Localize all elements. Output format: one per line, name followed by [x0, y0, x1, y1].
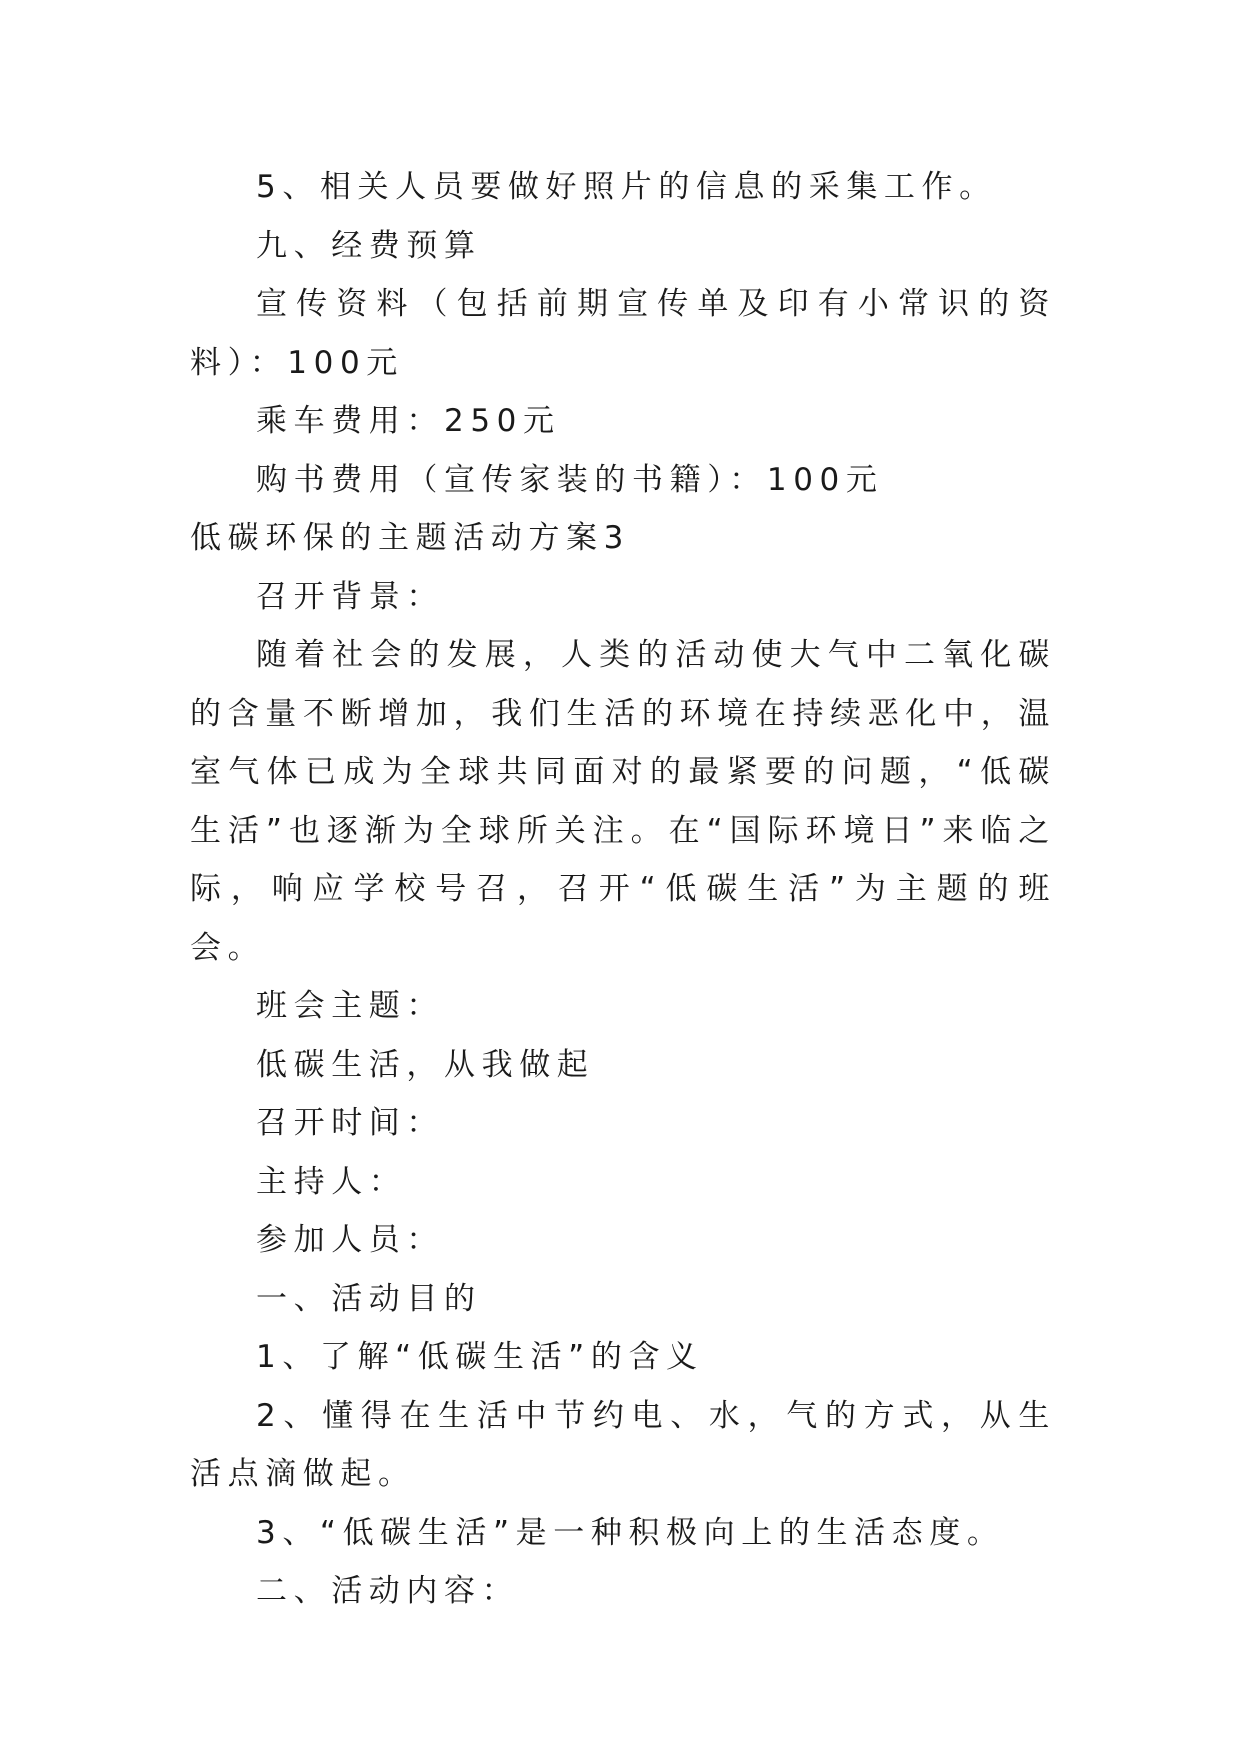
- label-participants: 参加人员：: [256, 1222, 444, 1258]
- heading-activity-purpose: 一、活动目的: [256, 1280, 482, 1317]
- paragraph-transport-cost: 乘车费用：250元: [256, 403, 561, 439]
- heading-activity-content: 二、活动内容：: [256, 1573, 520, 1609]
- list-item-purpose-2: 2、懂得在生活中节约电、水，气的方式，从生活点滴做起。: [190, 1397, 1056, 1492]
- document-body: [190, 158, 1056, 1621]
- label-background: 召开背景：: [256, 578, 444, 615]
- section-title-plan-3: 低碳环保的主题活动方案3: [190, 520, 630, 556]
- label-meeting-time: 召开时间：: [256, 1105, 444, 1141]
- label-host: 主持人：: [256, 1163, 407, 1200]
- list-item-purpose-3: 3、“低碳生活”是一种积极向上的生活态度。: [256, 1514, 1005, 1551]
- label-theme: 班会主题：: [256, 988, 444, 1024]
- heading-budget: 九、经费预算: [256, 227, 482, 264]
- paragraph-background-body: 随着社会的发展，人类的活动使大气中二氧化碳的含量不断增加，我们生活的环境在持续恶化中，温室气体已成为全球共同面对的最紧要的问题，“低碳生活”也逐渐为全球所关注。在“国际环境日”来临之际，响应学校号召，召开“低碳生活”为主题的班会。: [190, 637, 1056, 966]
- list-item-purpose-1: 1、了解“低碳生活”的含义: [256, 1339, 704, 1375]
- paragraph-book-cost: 购书费用（宣传家装的书籍）：100元: [256, 461, 884, 498]
- paragraph-theme-value: 低碳生活，从我做起: [256, 1046, 595, 1083]
- paragraph-photo-collection: 5、相关人员要做好照片的信息的采集工作。: [256, 169, 997, 205]
- paragraph-promo-materials-cost: 宣传资料（包括前期宣传单及印有小常识的资料）：100元: [190, 286, 1056, 381]
